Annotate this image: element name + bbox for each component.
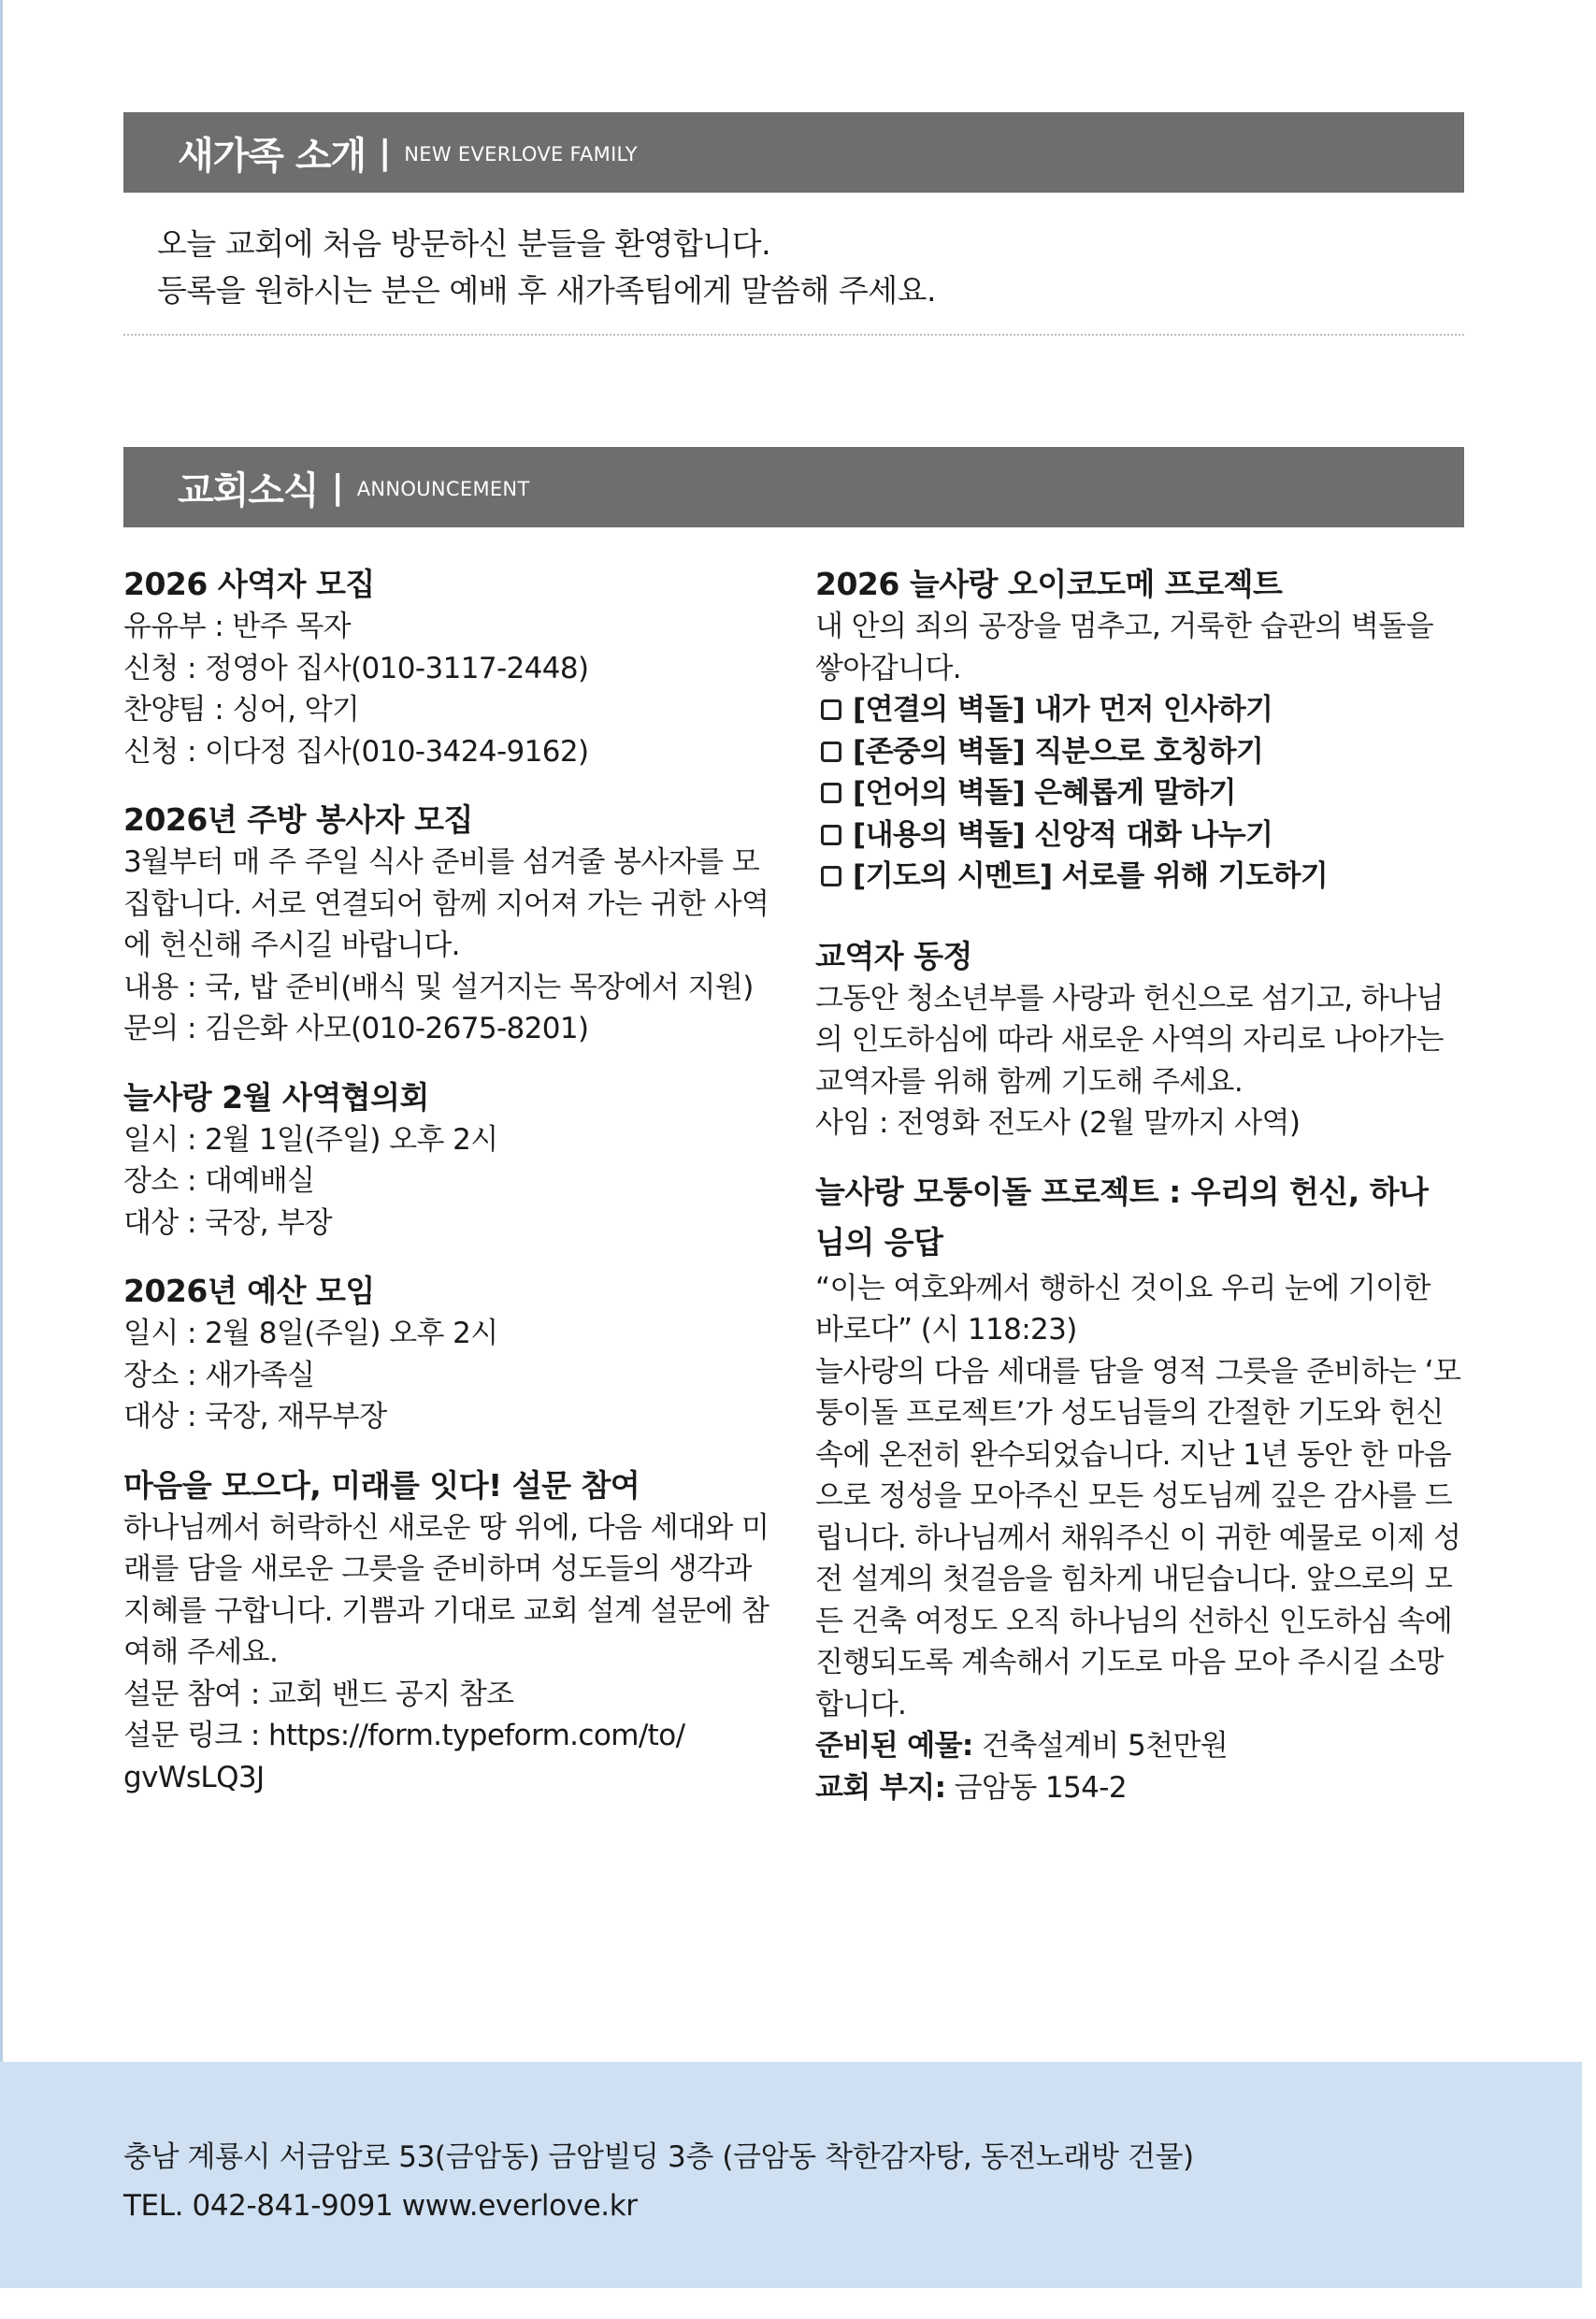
footer-contact <box>123 2133 1194 2230</box>
section-line: 집합니다. 서로 연결되어 함께 지어져 가는 귀한 사역 <box>123 886 769 921</box>
section-line: 으로 정성을 모아주신 모든 성도님께 깊은 감사를 드 <box>815 1479 1453 1513</box>
recruit-section <box>123 563 778 772</box>
checklist-item <box>815 689 1470 731</box>
site-label: 교회 부지: <box>815 1770 946 1805</box>
welcome-message <box>157 221 936 314</box>
new-family-subtitle: NEW EVERLOVE FAMILY <box>404 143 638 166</box>
section-title: 늘사랑 모퉁이돌 프로젝트 : 우리의 헌신, 하나 <box>815 1173 1429 1210</box>
budget-meeting-section <box>123 1270 778 1438</box>
welcome-line: 등록을 원하시는 분은 예배 후 새가족팀에게 말씀해 주세요. <box>157 272 936 309</box>
section-line: 대상 : 국장, 재무부장 <box>123 1400 387 1433</box>
announcement-subtitle: ANNOUNCEMENT <box>356 478 530 500</box>
section-line: 속에 온전히 완수되었습니다. 지난 1년 동안 한 마음 <box>815 1437 1452 1472</box>
checklist-item <box>815 772 1470 814</box>
section-line: 하나님께서 허락하신 새로운 땅 위에, 다음 세대와 미 <box>123 1510 769 1545</box>
section-title: 마음을 모으다, 미래를 잇다! 설문 참여 <box>123 1466 640 1504</box>
survey-link-continued[interactable]: gvWsLQ3J <box>123 1760 265 1794</box>
section-line: “이는 여호와께서 행하신 것이요 우리 눈에 기이한 <box>815 1271 1431 1305</box>
checklist-item <box>815 814 1470 857</box>
section-line: 일시 : 2월 8일(주일) 오후 2시 <box>123 1317 498 1350</box>
dotted-divider <box>123 334 1464 336</box>
section-line: 립니다. 하나님께서 채워주신 이 귀한 예물로 이제 성 <box>815 1520 1461 1555</box>
banner-separator: | <box>331 468 344 507</box>
site-line <box>815 1767 1470 1809</box>
new-family-banner <box>123 112 1464 193</box>
survey-section <box>123 1464 778 1799</box>
section-line: 장소 : 새가족실 <box>123 1358 315 1392</box>
section-title: 2026년 예산 모임 <box>123 1273 375 1309</box>
checkbox-icon <box>821 825 841 845</box>
section-line: 래를 담을 새로운 그릇을 준비하며 성도들의 생각과 <box>123 1552 752 1586</box>
section-line: 늘사랑의 다음 세대를 담을 영적 그릇을 준비하는 ‘모 <box>815 1354 1461 1389</box>
ministry-council-section <box>123 1076 778 1245</box>
left-edge-rule <box>0 0 3 2062</box>
section-line: 내용 : 국, 밥 준비(배식 및 설거지는 목장에서 지원) <box>123 970 754 1004</box>
checkbox-icon <box>821 866 841 886</box>
section-line: 설문 참여 : 교회 밴드 공지 참조 <box>123 1677 514 1711</box>
checklist-item <box>815 856 1470 898</box>
section-title: 2026년 주방 봉사자 모집 <box>123 801 473 838</box>
section-line: 퉁이돌 프로젝트’가 성도님들의 간절한 기도와 헌신 <box>815 1396 1444 1430</box>
welcome-line: 오늘 교회에 처음 방문하신 분들을 환영합니다. <box>157 225 771 262</box>
section-line: 장소 : 대예배실 <box>123 1164 315 1198</box>
section-line: 문의 : 김은화 사모(010-2675-8201) <box>123 1012 589 1045</box>
section-line: 진행되도록 계속해서 기도로 마음 모아 주시길 소망 <box>815 1646 1444 1679</box>
section-title-continued: 님의 응답 <box>815 1223 943 1260</box>
section-line: 찬양팀 : 싱어, 악기 <box>123 693 360 727</box>
checkbox-icon <box>821 742 841 762</box>
section-line: 교역자를 위해 함께 기도해 주세요. <box>815 1064 1244 1099</box>
section-line: 지혜를 구합니다. 기쁨과 기대로 교회 설계 설문에 참 <box>123 1593 769 1628</box>
checklist-label: [기도의 시멘트] 서로를 위해 기도하기 <box>853 859 1329 893</box>
section-line: 에 헌신해 주시길 바랍니다. <box>123 929 460 962</box>
section-title: 2026 사역자 모집 <box>123 566 375 602</box>
checklist-label: [내용의 벽돌] 신앙적 대화 나누기 <box>853 817 1273 852</box>
banner-separator: | <box>379 133 392 172</box>
minister-news-section <box>815 935 1470 1145</box>
section-line: 유유부 : 반주 목자 <box>123 610 352 643</box>
site-value: 금암동 154-2 <box>945 1770 1127 1805</box>
section-line: 쌓아갑니다. <box>815 651 961 685</box>
offering-label: 준비된 예물: <box>815 1729 973 1763</box>
section-line: 신청 : 정영아 집사(010-3117-2448) <box>123 651 589 685</box>
kitchen-volunteer-section <box>123 799 778 1050</box>
section-line: 전 설계의 첫걸음을 힘차게 내딛습니다. 앞으로의 모 <box>815 1563 1453 1596</box>
left-column <box>123 563 778 1798</box>
offering-line <box>815 1725 1470 1767</box>
checklist-label: [언어의 벽돌] 은혜롭게 말하기 <box>853 776 1236 810</box>
announcement-title: 교회소식 <box>178 468 319 512</box>
section-line: 사임 : 전영화 전도사 (2월 말까지 사역) <box>815 1106 1301 1140</box>
section-line: 내 안의 죄의 공장을 멈추고, 거룩한 습관의 벽돌을 <box>815 610 1433 643</box>
section-line: 일시 : 2월 1일(주일) 오후 2시 <box>123 1122 498 1157</box>
section-line: 대상 : 국장, 부장 <box>123 1205 332 1240</box>
footer-phone-website: TEL. 042-841-9091 www.everlove.kr <box>123 2189 638 2223</box>
checklist-label: [존중의 벽돌] 직분으로 호칭하기 <box>853 734 1264 769</box>
oikodome-section <box>815 563 1470 898</box>
section-line: 바로다” (시 118:23) <box>815 1313 1077 1347</box>
right-column <box>815 563 1470 1808</box>
section-title: 2026 늘사랑 오이코도메 프로젝트 <box>815 566 1283 602</box>
section-line: 그동안 청소년부를 사랑과 헌신으로 섬기고, 하나님 <box>815 981 1444 1015</box>
section-line: 여해 주세요. <box>123 1635 279 1669</box>
section-line: 3월부터 매 주 주일 식사 준비를 섬겨줄 봉사자를 모 <box>123 845 760 879</box>
footer-address: 충남 계룡시 서금암로 53(금암동) 금암빌딩 3층 (금암동 착한감자탕, 동전노래방 건물) <box>123 2140 1194 2174</box>
announcement-banner <box>123 447 1464 527</box>
new-family-title: 새가족 소개 <box>178 134 367 178</box>
section-line: 든 건축 여정도 오직 하나님의 선하신 인도하심 속에 <box>815 1604 1453 1638</box>
checklist-label: [연결의 벽돌] 내가 먼저 인사하기 <box>853 693 1273 727</box>
footer <box>0 2062 1582 2288</box>
cornerstone-section <box>815 1167 1470 1809</box>
section-line: 합니다. <box>815 1687 907 1721</box>
checkbox-icon <box>821 699 841 720</box>
survey-link[interactable]: 설문 링크 : https://form.typeform.com/to/ <box>123 1719 685 1752</box>
section-title: 늘사랑 2월 사역협의회 <box>123 1078 429 1116</box>
section-title: 교역자 동정 <box>815 937 972 974</box>
offering-value: 건축설계비 5천만원 <box>972 1729 1229 1763</box>
checkbox-icon <box>821 783 841 803</box>
checklist-item <box>815 731 1470 773</box>
section-line: 신청 : 이다정 집사(010-3424-9162) <box>123 734 589 769</box>
section-line: 의 인도하심에 따라 새로운 사역의 자리로 나아가는 <box>815 1023 1444 1057</box>
